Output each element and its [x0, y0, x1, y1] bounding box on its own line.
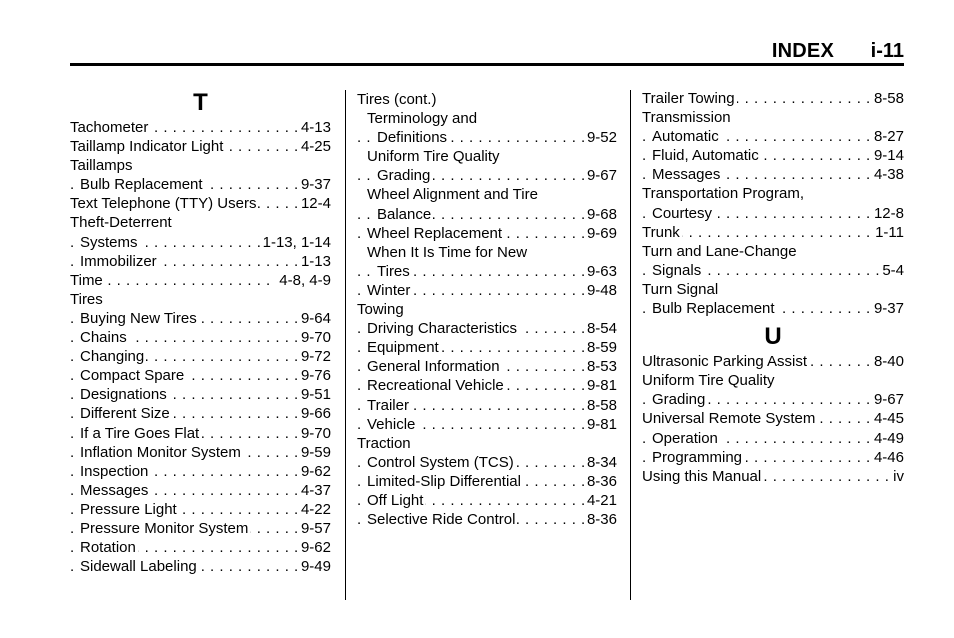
entry-page: 9-62: [298, 462, 331, 481]
entry-page: 9-67: [871, 390, 904, 409]
index-entry: [70, 233, 331, 252]
index-entry: [642, 242, 904, 261]
index-entry: [70, 385, 331, 404]
entry-text: Balance: [377, 205, 432, 223]
entry-text: Operation: [652, 429, 718, 447]
index-entry: [642, 165, 904, 184]
index-entry: [357, 166, 617, 185]
index-entry: [70, 481, 331, 500]
index-entry: [70, 443, 331, 462]
section-letter: U: [764, 323, 782, 351]
entry-text: Wheel Alignment and Tire: [367, 186, 538, 204]
column-divider: [345, 90, 346, 600]
entry-text: Winter: [367, 281, 411, 299]
entry-text: Ultrasonic Parking Assist: [642, 353, 808, 371]
entry-text: Immobilizer: [80, 252, 157, 270]
entry-text: Courtesy: [652, 204, 713, 222]
entry-text: Tires (cont.): [357, 91, 437, 108]
entry-page: 9-49: [298, 557, 331, 576]
entry-page: 9-67: [584, 166, 617, 185]
entry-page: 4-38: [871, 165, 904, 184]
entry-text: Different Size: [80, 405, 170, 423]
index-entry: [642, 280, 904, 299]
entry-text: Compact Spare: [80, 367, 185, 385]
index-column-2: [357, 90, 617, 529]
index-entry: [357, 338, 617, 357]
entry-text: Tachometer: [70, 119, 149, 136]
entry-page: 8-53: [584, 357, 617, 376]
entry-text: Changing: [80, 348, 145, 366]
entry-page: 1-13, 1-14: [260, 233, 331, 252]
entry-text: Traction: [357, 434, 411, 452]
index-entry: [642, 108, 904, 127]
entry-page: 12-8: [871, 204, 904, 223]
entry-page: 9-37: [298, 175, 331, 194]
entry-page: iv: [890, 467, 904, 486]
entry-text: Tires: [70, 290, 103, 308]
index-entry: [357, 147, 617, 166]
entry-text: Transmission: [642, 109, 731, 127]
index-entry: [357, 243, 617, 262]
index-entry: [357, 472, 617, 491]
index-entry: [70, 309, 331, 328]
index-entry: [70, 271, 331, 290]
entry-text: Recreational Vehicle: [367, 377, 504, 395]
index-entry: [70, 137, 331, 156]
entry-text: Wheel Replacement: [367, 224, 503, 242]
index-entry: [642, 371, 904, 390]
entry-text: Rotation: [80, 539, 136, 557]
index-entry: [70, 424, 331, 443]
entry-text: When It Is Time for New: [367, 243, 528, 261]
index-entry: [70, 175, 331, 194]
entry-page: 9-64: [298, 309, 331, 328]
entry-text: Trailer: [367, 396, 409, 414]
entry-page: 1-11: [872, 223, 904, 242]
index-entry: [70, 213, 331, 232]
entry-text: Inspection: [80, 462, 149, 480]
entry-page: 9-81: [584, 415, 617, 434]
entry-page: 9-59: [298, 443, 331, 462]
entry-page: 5-4: [879, 261, 904, 280]
index-entry: [357, 491, 617, 510]
index-entry: [70, 118, 331, 137]
entry-text: Limited-Slip Differential: [367, 472, 521, 490]
entry-text: Chains: [80, 329, 127, 347]
entry-page: 8-36: [584, 472, 617, 491]
index-entry: [70, 347, 331, 366]
index-entry: [357, 434, 617, 453]
entry-page: 4-49: [871, 429, 904, 448]
column-divider: [630, 90, 631, 600]
entry-text: Messages: [652, 166, 721, 184]
entry-text: Systems: [80, 233, 138, 251]
page-header: [70, 40, 904, 62]
entry-page: 9-57: [298, 519, 331, 538]
index-entry: [357, 281, 617, 300]
index-entry: [642, 390, 904, 409]
entry-text: Turn and Lane-Change: [642, 242, 797, 260]
entry-text: General Information: [367, 358, 500, 376]
index-entry: [642, 299, 904, 318]
index-entry: [642, 204, 904, 223]
entry-text: Bulb Replacement: [80, 176, 203, 194]
index-entry: [642, 409, 904, 428]
entry-text: Inflation Monitor System: [80, 443, 241, 461]
index-entry: [357, 109, 617, 128]
entry-text: Sidewall Labeling: [80, 558, 197, 576]
entry-text: Messages: [80, 481, 149, 499]
entry-text: Pressure Monitor System: [80, 519, 249, 537]
index-entry: [70, 290, 331, 309]
index-entry: [70, 404, 331, 423]
entry-page: 4-13: [298, 118, 331, 137]
entry-text: Programming: [652, 448, 743, 466]
index-entry: [642, 127, 904, 146]
index-entry: [642, 352, 904, 371]
entry-text: Automatic: [652, 128, 719, 146]
entry-text: Pressure Light: [80, 500, 177, 518]
entry-text: Equipment: [367, 339, 439, 357]
entry-page: 9-81: [584, 376, 617, 395]
entry-text: Taillamps: [70, 157, 133, 175]
index-entry: [357, 396, 617, 415]
entry-text: Grading: [652, 391, 706, 409]
entry-text: Universal Remote System: [642, 410, 816, 428]
index-entry: [642, 429, 904, 448]
entry-page: 4-8, 4-9: [276, 271, 331, 290]
entry-text: Trailer Towing: [642, 90, 735, 107]
entry-page: 9-69: [584, 224, 617, 243]
entry-page: 9-14: [871, 146, 904, 165]
entry-page: 9-72: [298, 347, 331, 366]
index-entry: [357, 185, 617, 204]
index-entry: [70, 252, 331, 271]
entry-text: Buying New Tires: [80, 309, 197, 327]
entry-text: Taillamp Indicator Light: [70, 138, 224, 156]
entry-text: Designations: [80, 386, 167, 404]
entry-text: Terminology and: [367, 110, 478, 128]
entry-text: Control System (TCS): [367, 453, 514, 471]
index-entry: [70, 557, 331, 576]
index-entry: [70, 462, 331, 481]
entry-text: Uniform Tire Quality: [367, 148, 500, 166]
index-entry: [357, 510, 617, 529]
entry-page: 9-62: [298, 538, 331, 557]
entry-text: Fluid, Automatic: [652, 147, 759, 165]
entry-page: 8-59: [584, 338, 617, 357]
index-column-1: [70, 88, 331, 576]
index-entry: [357, 319, 617, 338]
entry-page: 4-21: [584, 491, 617, 510]
header-rule: [70, 63, 904, 66]
entry-page: 4-37: [298, 481, 331, 500]
entry-page: 9-63: [584, 262, 617, 281]
entry-page: 8-27: [871, 127, 904, 146]
entry-text: Grading: [377, 167, 431, 185]
index-entry: [642, 89, 904, 108]
entry-page: 9-48: [584, 281, 617, 300]
entry-text: Text Telephone (TTY) Users: [70, 195, 257, 213]
entry-page: 4-45: [871, 409, 904, 428]
index-entry: [357, 90, 617, 109]
section-letter: T: [193, 89, 208, 116]
index-entry: [70, 194, 331, 213]
entry-page: 8-54: [584, 319, 617, 338]
entry-text: Transportation Program,: [642, 185, 805, 203]
index-entry: [357, 224, 617, 243]
entry-text: Vehicle: [367, 415, 416, 433]
entry-text: Turn Signal: [642, 280, 719, 298]
entry-text: Trunk: [642, 223, 680, 241]
entry-page: 9-68: [584, 205, 617, 224]
page-number: i-11: [870, 40, 904, 62]
entry-page: 9-70: [298, 328, 331, 347]
index-entry: [642, 448, 904, 467]
index-entry: [70, 328, 331, 347]
index-entry: [70, 500, 331, 519]
entry-text: Using this Manual: [642, 467, 762, 485]
index-entry: [642, 261, 904, 280]
entry-text: Theft-Deterrent: [70, 214, 172, 232]
entry-page: 8-58: [584, 396, 617, 415]
entry-text: Bulb Replacement: [652, 300, 775, 318]
entry-text: Time: [70, 271, 103, 289]
entry-text: Signals: [652, 261, 702, 279]
index-entry: [70, 538, 331, 557]
entry-page: 9-51: [298, 385, 331, 404]
index-entry: [642, 467, 904, 486]
index-column-3: [642, 89, 904, 486]
index-entry: [642, 146, 904, 165]
entry-page: 8-36: [584, 510, 617, 529]
index-entry: [357, 357, 617, 376]
entry-text: Towing: [357, 301, 404, 319]
index-title: INDEX: [771, 40, 834, 62]
entry-page: 4-22: [298, 500, 331, 519]
index-entry: [357, 205, 617, 224]
entry-page: 9-66: [298, 404, 331, 423]
index-entry: [70, 366, 331, 385]
entry-page: 1-13: [298, 252, 331, 271]
entry-page: 8-34: [584, 453, 617, 472]
entry-text: Tires: [377, 262, 410, 280]
entry-page: 9-52: [584, 128, 617, 147]
entry-page: 9-70: [298, 424, 331, 443]
index-entry: [357, 415, 617, 434]
entry-text: Definitions: [377, 129, 448, 147]
index-entry: [642, 223, 904, 242]
entry-page: 12-4: [298, 194, 331, 213]
index-entry: [357, 376, 617, 395]
entry-text: Selective Ride Control: [367, 511, 516, 529]
entry-text: Off Light: [367, 491, 424, 509]
index-entry: [357, 262, 617, 281]
entry-text: Driving Characteristics: [367, 320, 518, 338]
entry-page: 9-76: [298, 366, 331, 385]
entry-page: 4-46: [871, 448, 904, 467]
index-entry: [357, 300, 617, 319]
entry-text: Uniform Tire Quality: [642, 372, 775, 390]
entry-page: 8-58: [871, 89, 904, 108]
index-entry: [70, 156, 331, 175]
index-entry: [70, 519, 331, 538]
entry-page: 8-40: [871, 352, 904, 371]
index-entry: [357, 128, 617, 147]
entry-page: 9-37: [871, 299, 904, 318]
index-entry: [357, 453, 617, 472]
entry-page: 4-25: [298, 137, 331, 156]
entry-text: If a Tire Goes Flat: [80, 424, 200, 442]
index-entry: [642, 184, 904, 203]
